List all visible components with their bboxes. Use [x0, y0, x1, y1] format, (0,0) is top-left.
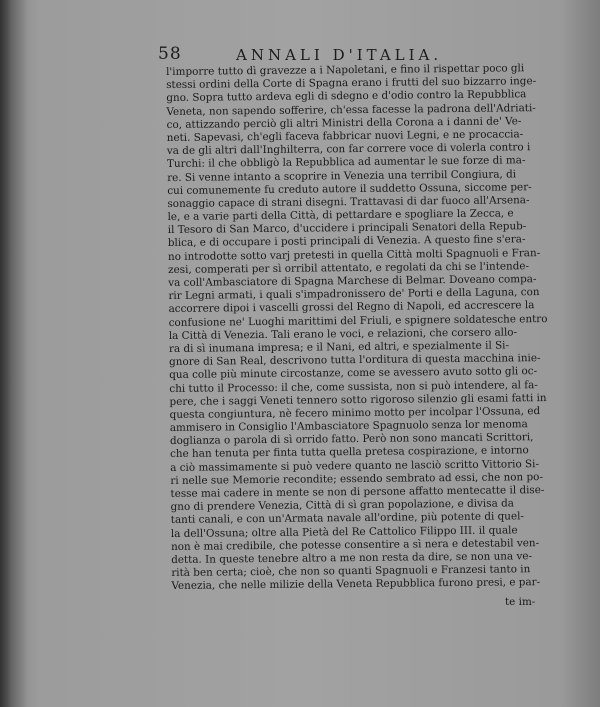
text-line: ri nelle sue Memorie recondite; essendo sembrato ad essi, che non po- — [170, 470, 543, 487]
text-line: rità ben certa; cioè, che non so quanti Spagnuoli e Franzesi tanto in — [171, 563, 531, 580]
text-line: l'imporre tutto dì gravezze a i Napoletani, e fino il rispettar poco gli — [166, 62, 525, 78]
text-line: co, attizzando perciò gli altri Ministri della Corona a i danni de' Ve- — [166, 115, 522, 131]
text-line: Turchi: il che obbligò la Repubblica ad aumentar le sue forze di ma- — [166, 154, 526, 171]
text-line: tesse mai cadere in mente se non di persone affatto mentecatte il dise- — [170, 484, 545, 500]
binding-shadow — [0, 0, 28, 707]
page-number: 58 — [158, 44, 182, 64]
text-line: no introdotte sotto varj pretesti in quella Città molti Spagnuoli e Fran- — [167, 246, 541, 263]
text-line: Veneta, non sapendo sofferire, ch'essa facesse la padrona dell'Adriati- — [166, 101, 536, 118]
text-line: ra di sì inumana impresa; e il Nani, ed altri, e spezialmente il Si- — [168, 339, 510, 355]
text-line: ammisero in Consiglio l'Ambasciatore Spagnuolo senza lor menoma — [169, 418, 528, 435]
text-line: chi tutto il Processo: il che, come sussista, non si può intendere, al fa- — [169, 378, 538, 395]
text-line: a ciò massimamente si può vedere quanto ne lasciò scritto Vittorio Si- — [170, 457, 540, 474]
text-line: va coll'Ambasciatore di Spagna Marchese di Belmar. Doveano compa- — [168, 273, 537, 289]
text-line: re. Si venne intanto a scoprire in Venezia una terribil Congiura, di — [167, 167, 517, 184]
text-line: le, e a varie parti della Città, di pettardare e spogliare la Zecca, e — [167, 207, 514, 224]
text-line: qua colle più minute circostanze, come se avessero avuto sotto gli oc- — [169, 365, 538, 382]
text-line: tanti canali, e con un'Armata navale all'ordine, più potente di quel- — [170, 510, 524, 527]
text-line: gno. Sopra tutto ardeva egli di sdegno e d'odio contro la Repubblica — [166, 88, 527, 105]
text-line: non è mai credibile, che potesse consentire a sì nera e detestabil ven- — [170, 536, 540, 553]
text-line: zesi, comperati per sì orribil attentato, e regolati da chi se l'intende- — [168, 260, 530, 276]
text-line: confusione ne' Luoghi marittimi del Friuli, e spignere soldatesche entro — [168, 312, 548, 329]
text-line: pere, che i saggi Veneti tennero sotto rigoroso silenzio gli esami fatti in — [169, 391, 547, 408]
text-line: neti. Sapevasi, ch'egli faceva fabbricar nuovi Legni, e ne procaccia- — [166, 128, 524, 144]
text-line: stessi ordini della Corte di Spagna erano i frutti del suo bizzarro inge- — [166, 75, 537, 92]
text-line: sonaggio capace di strani disegni. Trattavasi di dar fuoco all'Arsena- — [167, 194, 530, 210]
text-line: questa congiuntura, nè fecero minimo motto per incolpar l'Ossuna, ed — [169, 404, 541, 421]
text-line: gnore di San Real, descrivono tutta l'orditura di questa macchina inie- — [169, 352, 541, 369]
text-line: doglianza o parola di sì orrido fatto. Però non sono mancati Scrittori, — [169, 431, 534, 448]
text-line: rir Legni armati, i quali s'impadronissero de' Porti e della Laguna, con — [168, 286, 540, 303]
body-text — [166, 62, 547, 593]
text-line: Venezia, che nelle milizie della Veneta Repubblica furono presi, e par- — [171, 576, 541, 593]
text-line: accorrere dipoi i vascelli grossi del Regno di Napoli, ed accrescere la — [168, 299, 535, 316]
running-title: ANNALI D'ITALIA. — [236, 46, 443, 64]
text-line: cui comunemente fu creduto autore il suddetto Ossuna, siccome per- — [167, 180, 532, 197]
text-line: la Città di Venezia. Tali erano le voci, e relazioni, che corsero allo- — [168, 326, 518, 342]
text-line: blica, e di occupare i posti principali di Venezia. A questo fine s'era- — [167, 233, 526, 250]
catchword: te im- — [505, 596, 536, 608]
text-line: detta. In queste tenebre altro a me non resta da dire, se non una ve- — [171, 550, 533, 566]
text-line: che han tenuta per finta tutta quella pretesa cospirazione, e intorno — [170, 444, 529, 461]
text-line: va de gli altri dall'Inghilterra, con far correre voce di volerla contro i — [166, 141, 531, 158]
text-line: gno di prendere Venezia, Città di sì gran popolazione, e divisa da — [170, 497, 514, 514]
text-line: il Tesoro di San Marco, d'uccidere i principali Senatori della Repub- — [167, 220, 527, 237]
text-line: la dell'Ossuna; oltre alla Pietà del Re Cattolico Filippo III. il quale — [170, 523, 518, 540]
